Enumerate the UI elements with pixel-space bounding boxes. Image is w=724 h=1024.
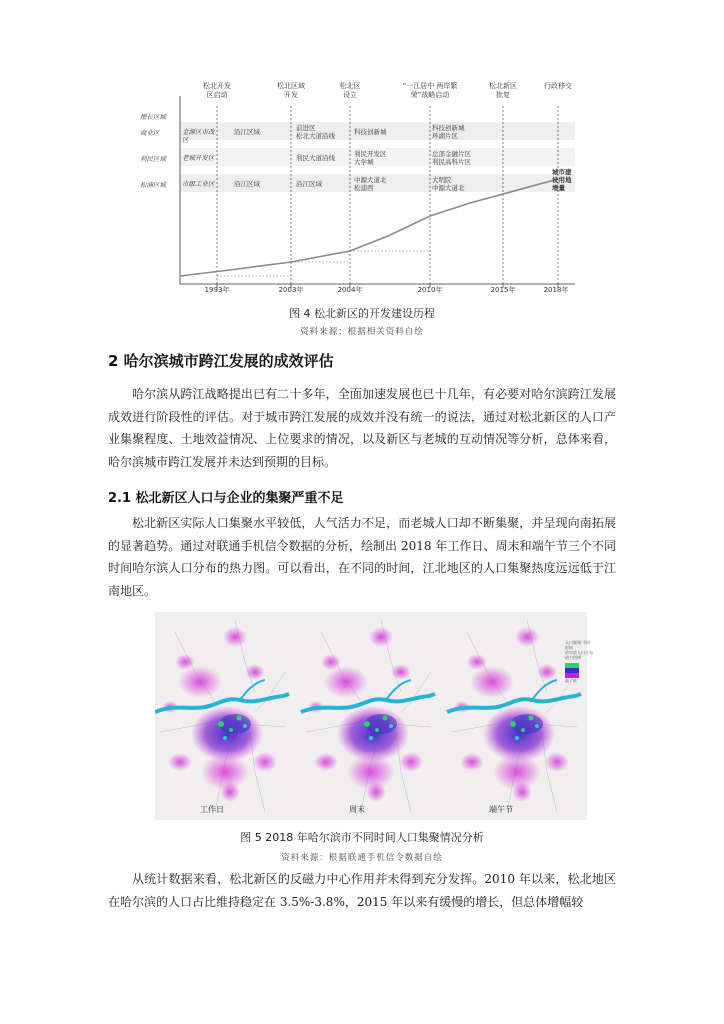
figure-4-caption: 图 4 松北新区的开发建设历程 [289,307,435,320]
paragraph-2: 松北新区实际人口集聚水平较低，人气活力不足，而老城人口却不断集聚，并呈现向南拓展的显著趋势。通过对联通手机信令数据的分析，绘制出 2018 年工作日、周末和端午节三个不同时间哈尔滨人口分布的热力图。可以看出，在不同的时间，江北地区的人口集聚热度远远低于江南地区。 [108,516,616,598]
figure-5-source: 资料来源：根据联通手机信令数据自绘 [281,853,443,863]
panel-label-dragon-boat: 端午节 [489,805,513,814]
year-label-5: 2018年 [543,286,569,294]
year-label-3: 2010年 [417,286,443,294]
cell-1-2: 利民大道沿线 [296,154,335,162]
legend-low-text: 低 [572,678,577,683]
phase-label-0: 松北开发 区启动 [203,82,231,99]
phase-label-4: 松北新区 批复 [489,82,517,99]
legend-high-text: 高 [565,678,569,683]
year-label-0: 1993年 [204,286,230,294]
panel-label-weekend: 周末 [349,805,365,814]
row-label-1: 利民区域 [140,155,166,163]
paragraph-1: 哈尔滨从跨江战略提出已有二十多年，全面加速发展也已十几年，有必要对哈尔滨跨江发展成效进行阶段性的评估。对于城市跨江发展的成效并没有统一的说法，通过对松北新区的人口产业集聚程度、土地效益情况、上位要求的情况，以及新区与老城的互动情况等分析，总体来看，哈尔滨城市跨江发展并未达到预期的目标。 [108,387,616,469]
year-label-4: 2015年 [490,286,516,294]
section-2-heading: 2 哈尔滨城市跨江发展的成效评估 [108,352,334,370]
cell-0-1: 沿江区域 [234,128,260,136]
cell-0-4: 科技创新城 环湖片区 [432,124,465,140]
cell-2-1: 沿江区域 [234,180,260,188]
phase-label-5: 行政移交 [544,82,572,90]
phase-label-1: 松北区域 开发 [277,82,305,99]
row-label-0: 商业区 [140,129,160,137]
year-label-1: 2003年 [278,286,304,294]
legend-title: 人口集聚 不同时间 哈尔滨人口分布 热力图例 [565,640,593,660]
cell-2-4: 大明院 中源大道北 [432,176,465,192]
cell-1-3: 利民开发区 大学城 [354,150,387,166]
phase-label-3: “一江居中 两岸繁 荣”战略启动 [402,82,458,99]
year-label-2: 2004年 [337,286,363,294]
cell-0-3: 科技创新城 [354,128,387,136]
phase-label-2: 松北区 设立 [339,82,361,99]
figure-4-source: 资料来源：根据相关资料自绘 [300,327,424,337]
cell-2-0: 市级工业区 [182,180,215,188]
panel-label-workday: 工作日 [200,805,224,814]
section-2-1-heading: 2.1 松北新区人口与企业的集聚严重不足 [108,491,344,506]
row-label-2: 松浦区域 [140,181,166,189]
cell-2-2: 沿江区域 [296,180,322,188]
cell-1-4: 总部金融片区 利民高科片区 [432,150,471,166]
cell-1-0: 老城开发区 [182,154,215,162]
cell-2-3: 中源大道北 松浦西 [354,176,387,192]
heatmap-panels [155,612,587,820]
cell-0-0: 金源区市改区 [182,128,215,144]
growth-area-label: 增长区域 [140,113,166,121]
paragraph-3: 从统计数据来看，松北新区的反磁力中心作用并未得到充分发挥。2010 年以来，松北地区在哈尔滨的人口占比维持稳定在 3.5%-3.8%，2015 年以来有缓慢的增长，但总体增幅较 [108,872,616,909]
cell-0-2: 前进区 松北大道沿线 [296,124,335,140]
figure-5 [155,612,593,820]
figure-5-caption: 图 5 2018 年哈尔滨市不同时间人口集聚情况分析 [240,831,484,844]
figure-4 [140,82,580,300]
timeline-chart [170,86,580,300]
heatmap-legend: 人口集聚 不同时间 哈尔滨人口分布 热力图例 高 / 低 [565,640,593,683]
land-increment-note: 城市建 设用地 增量 [552,168,572,192]
